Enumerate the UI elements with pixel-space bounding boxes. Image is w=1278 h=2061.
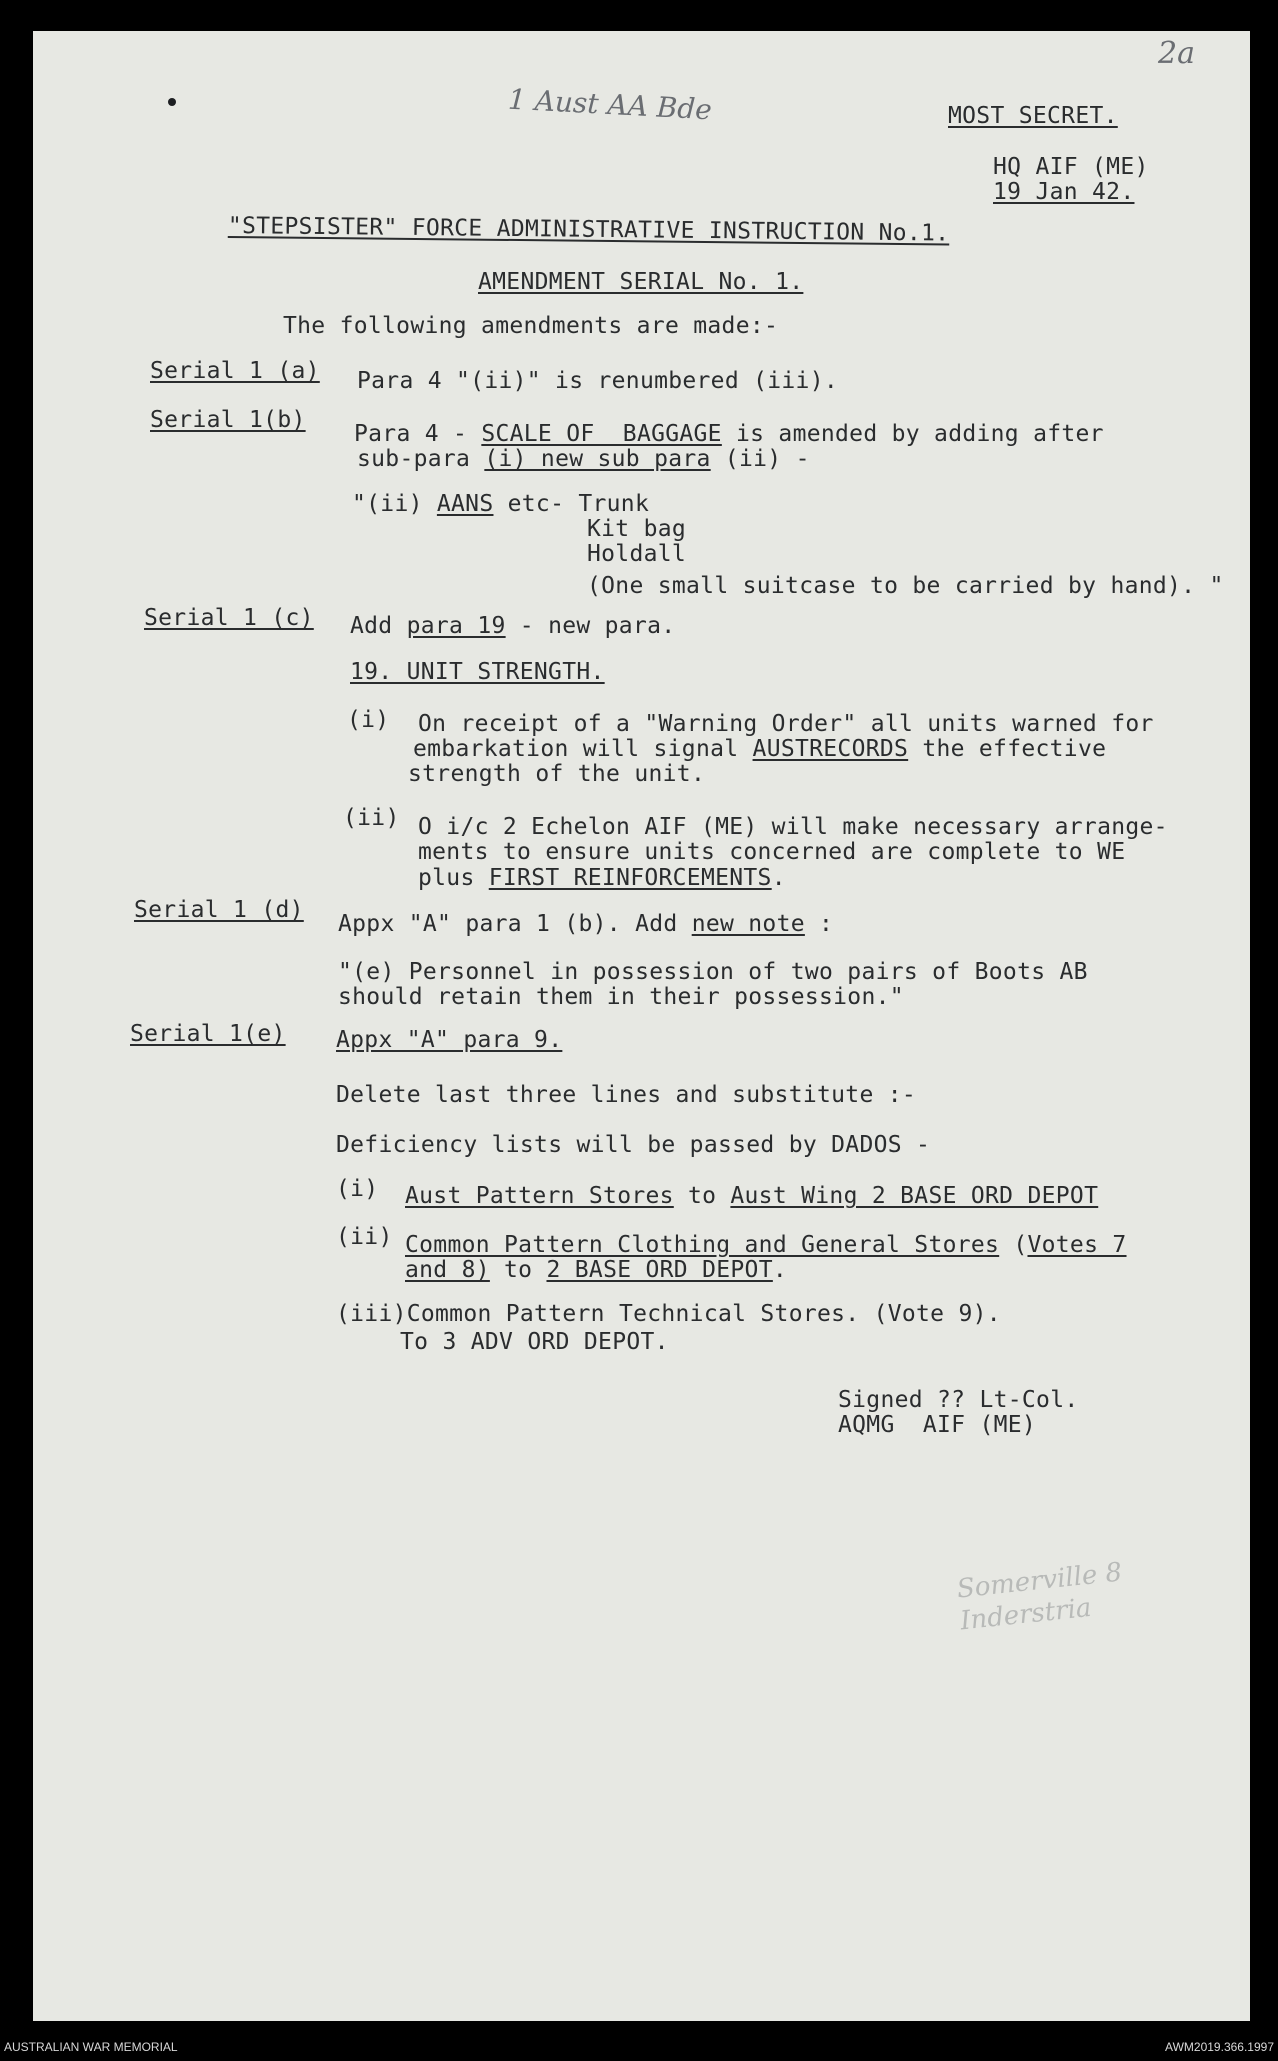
unit-annotation: 1 Aust AA Bde [507, 82, 713, 127]
classification: MOST SECRET. [948, 103, 1118, 129]
serial-1b-label: Serial 1(b) [150, 407, 306, 433]
serial-1d-line1: Appx "A" para 1 (b). Add new note : [338, 911, 834, 937]
subtitle: AMENDMENT SERIAL No. 1. [478, 269, 804, 295]
serial-1d-label: Serial 1 (d) [134, 897, 304, 923]
item-i-number: (i) [347, 707, 390, 733]
date-line: 19 Jan 42. [993, 179, 1135, 205]
new-note-line1: "(e) Personnel in possession of two pairs of Boots AB [338, 959, 1088, 985]
signature-line1: Signed ?? Lt-Col. [838, 1387, 1079, 1413]
store-item-iii-line1: (iii)Common Pattern Technical Stores. (Vote 9). [336, 1301, 1001, 1327]
serial-1e-line3: Deficiency lists will be passed by DADOS - [336, 1132, 931, 1158]
ink-dot [168, 98, 176, 106]
item-ii-line2: ments to ensure units concerned are complete to WE [418, 839, 1126, 865]
item-ii-line3: plus FIRST REINFORCEMENTS. [418, 865, 786, 891]
item-i-line3: strength of the unit. [408, 761, 706, 787]
serial-1b-line2: sub-para (i) new sub para (ii) - [357, 446, 810, 472]
store-item-iii-line2: To 3 ADV ORD DEPOT. [400, 1329, 669, 1355]
store-item-ii-line1: Common Pattern Clothing and General Stores (Votes 7 [405, 1232, 1127, 1258]
serial-1b-line1: Para 4 - SCALE OF BAGGAGE is amended by adding after [354, 421, 1104, 447]
serial-1a-label: Serial 1 (a) [150, 358, 320, 384]
serial-1e-line2: Delete last three lines and substitute :- [336, 1082, 917, 1108]
section-heading: 19. UNIT STRENGTH. [350, 659, 605, 685]
footer-accession: AWM2019.366.1997 [1165, 2040, 1274, 2054]
store-item-ii-number: (ii) [336, 1224, 393, 1250]
serial-1e-line1: Appx "A" para 9. [336, 1027, 563, 1053]
page-title: "STEPSISTER" FORCE ADMINISTRATIVE INSTRUCTION No.1. [227, 213, 950, 247]
baggage-item: (One small suitcase to be carried by hand). " [587, 573, 1224, 599]
store-item-ii-line2: and 8) to 2 BASE ORD DEPOT. [405, 1257, 787, 1283]
serial-1c-label: Serial 1 (c) [144, 605, 314, 631]
hq-line: HQ AIF (ME) [993, 154, 1149, 180]
item-ii-number: (ii) [343, 805, 400, 831]
signature-line2: AQMG AIF (ME) [838, 1412, 1037, 1438]
serial-1c-line1: Add para 19 - new para. [350, 613, 676, 639]
store-item-i: Aust Pattern Stores to Aust Wing 2 BASE ORD DEPOT [405, 1183, 1099, 1209]
item-i-line1: On receipt of a "Warning Order" all units warned for [418, 711, 1154, 737]
pencil-annotation: Somerville 8 Inderstria [955, 1557, 1124, 1637]
serial-1a-text: Para 4 "(ii)" is renumbered (iii). [357, 368, 839, 394]
item-ii-line1: O i/c 2 Echelon AIF (ME) will make necessary arrange- [418, 814, 1168, 840]
baggage-item: Kit bag [587, 516, 687, 542]
corner-annotation: 2a [1158, 36, 1195, 71]
intro-line: The following amendments are made:- [283, 313, 779, 339]
item-i-line2: embarkation will signal AUSTRECORDS the effective [413, 736, 1107, 762]
serial-1e-label: Serial 1(e) [130, 1021, 286, 1047]
baggage-item: Holdall [587, 541, 687, 567]
serial-1b-quote: "(ii) AANS etc- Trunk [352, 491, 650, 517]
footer-source: AUSTRALIAN WAR MEMORIAL [4, 2040, 178, 2054]
new-note-line2: should retain them in their possession." [338, 984, 904, 1010]
store-item-i-number: (i) [336, 1176, 379, 1202]
